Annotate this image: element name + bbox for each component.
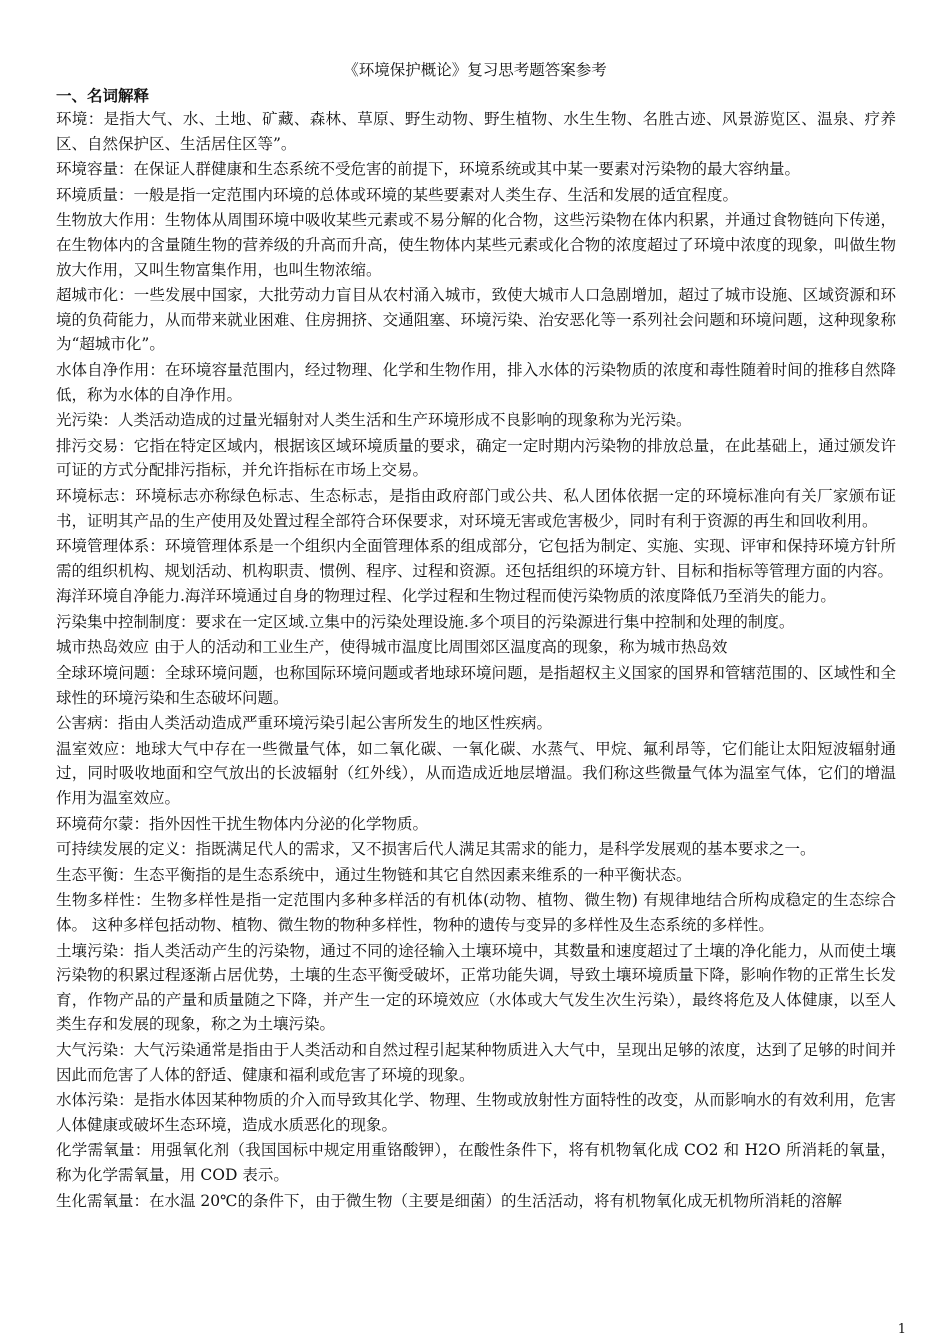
term-entry: 城市热岛效应 由于人的活动和工业生产，使得城市温度比周围郊区温度高的现象，称为城市热岛效 (56, 638, 728, 657)
document-body (56, 107, 896, 1213)
term-entry: 大气污染：大气污染通常是指由于人类活动和自然过程引起某种物质进入大气中，呈现出足够的浓度，达到了足够的时间并因此而危害了人体的舒适、健康和福利或危害了环境的现象。 (56, 1040, 896, 1084)
term-entry: 环境：是指大气、水、土地、矿藏、森林、草原、野生动物、野生植物、水生生物、名胜古迹、风景游览区、温泉、疗养区、自然保护区、生活居住区等”。 (56, 110, 896, 153)
term-entry: 环境质量：一般是指一定范围内环境的总体或环境的某些要素对人类生存、生活和发展的适宜程度。 (56, 185, 739, 204)
term-entry: 污染集中控制制度：要求在一定区域.立集中的污染处理设施.多个项目的污染源进行集中控制和处理的制度。 (56, 612, 795, 631)
document-title: 《环境保护概论》复习思考题答案参考 (343, 61, 607, 79)
term-entry: 光污染：人类活动造成的过量光辐射对人类生活和生产环境形成不良影响的现象称为光污染。 (56, 411, 692, 430)
term-entry: 生态平衡：生态平衡指的是生态系统中，通过生物链和其它自然因素来维系的一种平衡状态。 (56, 865, 692, 884)
page-number: 1 (897, 1322, 906, 1337)
term-entry: 环境容量：在保证人群健康和生态系统不受危害的前提下，环境系统或其中某一要素对污染物的最大容纳量。 (56, 160, 801, 179)
term-entry: 水体自净作用：在环境容量范围内，经过物理、化学和生物作用，排入水体的污染物质的浓度和毒性随着时间的推移自然降低，称为水体的自净作用。 (56, 360, 896, 404)
term-entry: 环境标志：环境标志亦称绿色标志、生态标志，是指由政府部门或公共、私人团体依据一定的环境标准向有关厂家颁布证书，证明其产品的生产使用及处置过程全部符合环保要求，对环境无害或危害极少，同时有利于资源的再生和回收利用。 (56, 486, 896, 530)
term-entry: 化学需氧量：用强氧化剂（我国国标中规定用重铬酸钾），在酸性条件下，将有机物氧化成 CO2 和 H2O 所消耗的氧量，称为化学需氧量，用 COD 表示。 (56, 1141, 896, 1184)
term-entry: 超城市化：一些发展中国家，大批劳动力盲目从农村涌入城市，致使大城市人口急剧增加，超过了城市设施、区域资源和环境的负荷能力，从而带来就业困难、住房拥挤、交通阻塞、环境污染、治安恶化等一系列社会问题和环境问题，这种现象称为“超城市化”。 (56, 286, 896, 354)
term-entry: 可持续发展的定义：指既满足代人的需求，又不损害后代人满足其需求的能力，是科学发展观的基本要求之一。 (56, 840, 816, 859)
term-entry: 生化需氧量：在水温 20℃的条件下，由于微生物（主要是细菌）的生活活动，将有机物氧化成无机物所消耗的溶解 (56, 1191, 842, 1210)
term-entry: 环境管理体系：环境管理体系是一个组织内全面管理体系的组成部分，它包括为制定、实施、实现、评审和保持环境方针所需的组织机构、规划活动、机构职责、惯例、程序、过程和资源。还包括组织的环境方针、目标和指标等管理方面的内容。 (56, 537, 896, 580)
term-entry: 生物放大作用：生物体从周围环境中吸收某些元素或不易分解的化合物，这些污染物在体内积累，并通过食物链向下传递，在生物体内的含量随生物的营养级的升高而升高，使生物体内某些元素或化合物的浓度超过了环境中浓度的现象，叫做生物放大作用，又叫生物富集作用，也叫生物浓缩。 (56, 211, 896, 279)
section-heading: 一、名词解释 (56, 87, 150, 105)
term-entry: 全球环境问题：全球环境问题，也称国际环境问题或者地球环境问题，是指超权主义国家的国界和管辖范围的、区域性和全球性的环境污染和生态破坏问题。 (56, 664, 896, 707)
term-entry: 水体污染：是指水体因某种物质的介入而导致其化学、物理、生物或放射性方面特性的改变，从而影响水的有效利用，危害人体健康或破坏生态环境，造成水质恶化的现象。 (56, 1091, 896, 1134)
term-entry: 环境荷尔蒙：指外因性干扰生物体内分泌的化学物质。 (56, 814, 429, 833)
term-entry: 排污交易：它指在特定区域内，根据该区域环境质量的要求，确定一定时期内污染物的排放总量，在此基础上，通过颁发许可证的方式分配排污指标，并允许指标在市场上交易。 (56, 436, 896, 480)
term-entry: 公害病：指由人类活动造成严重环境污染引起公害所发生的地区性疾病。 (56, 714, 553, 733)
term-entry: 土壤污染：指人类活动产生的污染物，通过不同的途径输入土壤环境中，其数量和速度超过了土壤的净化能力，从而使土壤污染物的积累过程逐渐占居优势，土壤的生态平衡受破坏，正常功能失调，导致土壤环境质量下降，影响作物的正常生长发育，作物产品的产量和质量随之下降，并产生一定的环境效应（水体或大气发生次生污染），最终将危及人体健康，以至人类生存和发展的现象，称之为土壤污染。 (56, 941, 896, 1034)
term-entry: 温室效应：地球大气中存在一些微量气体，如二氧化碳、一氧化碳、水蒸气、甲烷、氟利昂等，它们能让太阳短波辐射通过，同时吸收地面和空气放出的长波辐射（红外线），从而造成近地层增温。我们称这些微量气体为温室气体，它们的增温作用为温室效应。 (56, 739, 896, 808)
term-entry: 海洋环境自净能力.海洋环境通过自身的物理过程、化学过程和生物过程而使污染物质的浓度降低乃至消失的能力。 (56, 587, 836, 606)
term-entry: 生物多样性：生物多样性是指一定范围内多种多样活的有机体(动物、植物、微生物) 有规律地结合所构成稳定的生态综合体。 这种多样包括动物、植物、微生物的物种多样性，物种的遗传与变异的多样性及生态系统的多样性。 (56, 891, 896, 934)
